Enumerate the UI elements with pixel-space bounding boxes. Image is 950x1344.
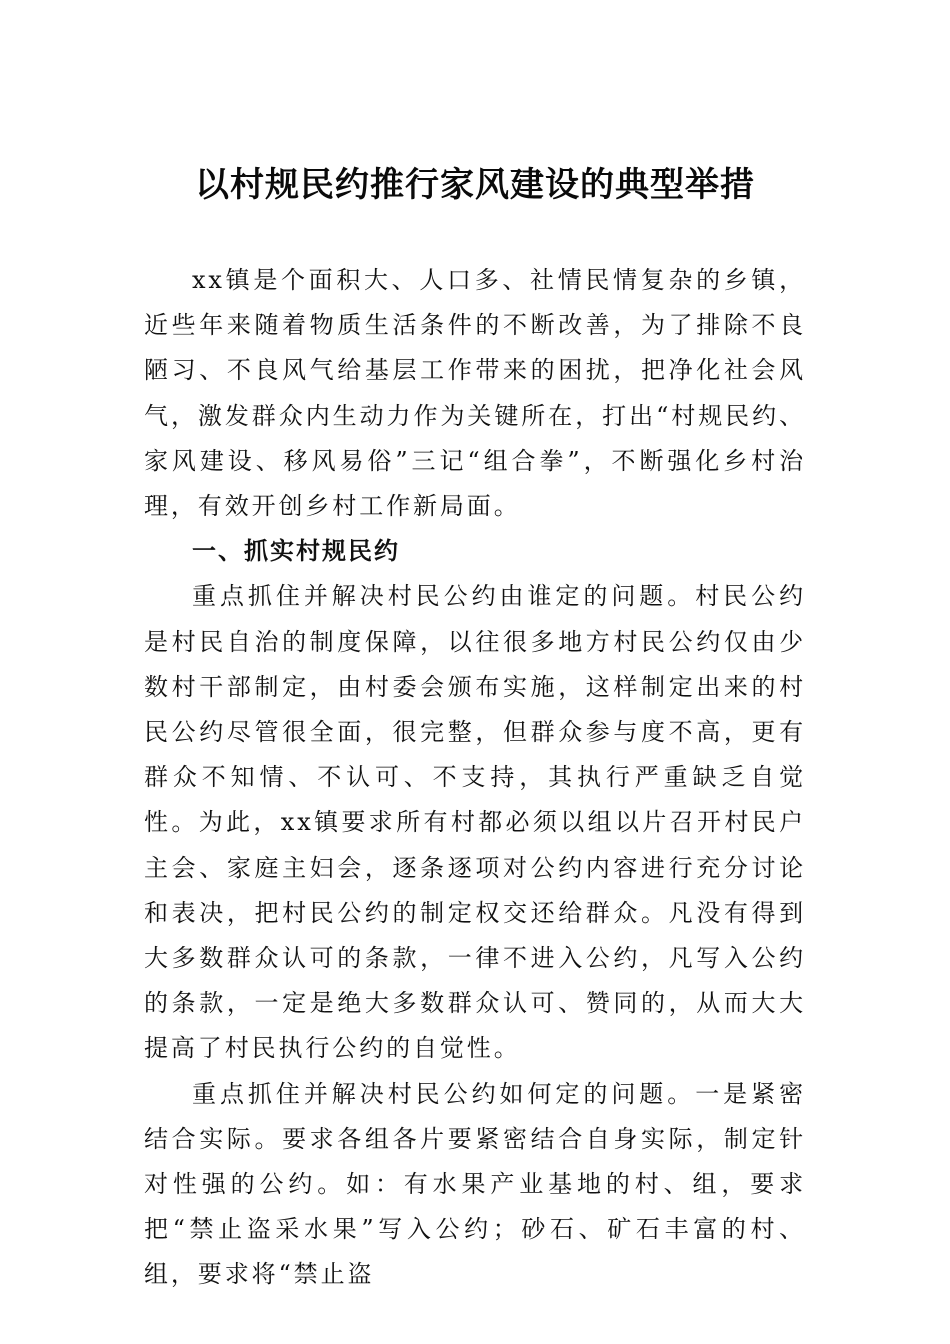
intro-paragraph: xx镇是个面积大、人口多、社情民情复杂的乡镇，近些年来随着物质生活条件的不断改善，为了排除不良陋习、不良风气给基层工作带来的困扰，把净化社会风气，激发群众内生动力作为关键所在，打出“村规民约、家风建设、移风易俗”三记“组合拳”，不断强化乡村治理，有效开创乡村工作新局面。 xyxy=(144,266,806,521)
section-paragraph-1: 重点抓住并解决村民公约由谁定的问题。村民公约是村民自治的制度保障，以往很多地方村民公约仅由少数村干部制定，由村委会颁布实施，这样制定出来的村民公约尽管很全面，很完整，但群众参与度不高，更有群众不知情、不认可、不支持，其执行严重缺乏自觉性。为此，xx镇要求所有村都必须以组以片召开村民户主会、家庭主妇会，逐条逐项对公约内容进行充分讨论和表决，把村民公约的制定权交还给群众。凡没有得到大多数群众认可的条款，一律不进入公约，凡写入公约的条款，一定是绝大多数群众认可、赞同的，从而大大提高了村民执行公约的自觉性。 xyxy=(144,582,806,1063)
document-body xyxy=(144,258,806,1298)
section-paragraph-2: 重点抓住并解决村民公约如何定的问题。一是紧密结合实际。要求各组各片要紧密结合自身实际，制定针对性强的公约。如：有水果产业基地的村、组，要求把“禁止盗采水果”写入公约；砂石、矿石丰富的村、组，要求将“禁止盗 xyxy=(144,1079,806,1289)
section-heading: 一、抓实村规民约 xyxy=(192,537,400,566)
document-title: 以村规民约推行家风建设的典型举措 xyxy=(195,165,755,205)
